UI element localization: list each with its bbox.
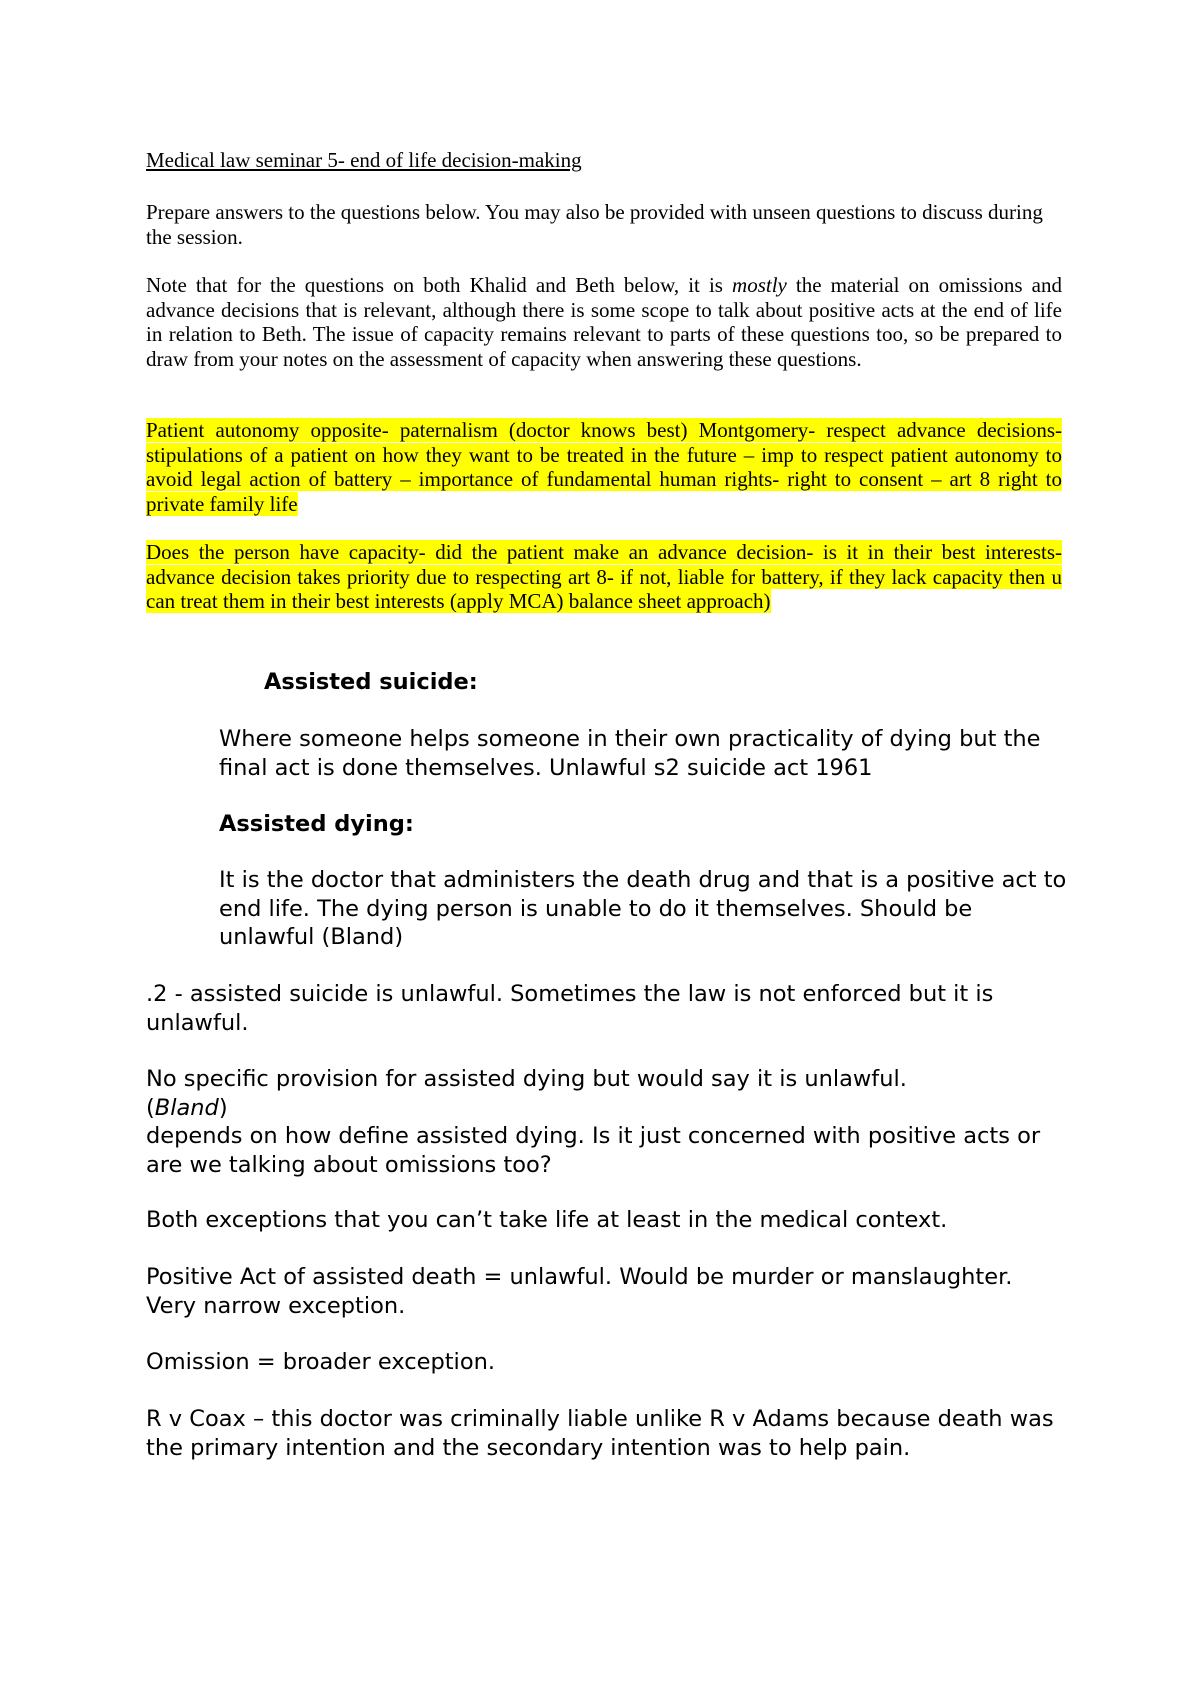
- highlighted-text: Does the person have capacity- did the patient make an advance decision- is it in their best interests- advance decision takes priority due to respecting art 8- if not, liable for battery, if they lack capacity then u can treat them in their best interests (apply MCA) balance sheet approach): [146, 540, 1062, 613]
- paragraph-assisted-suicide-unlawful: .2 - assisted suicide is unlawful. Sometimes the law is not enforced but it is unlawful.: [146, 981, 994, 1036]
- highlight-paragraph-capacity: [146, 540, 1062, 614]
- document-title: Medical law seminar 5- end of life decision-making: [146, 148, 582, 172]
- case-close-paren: ): [218, 1094, 228, 1121]
- heading-assisted-suicide: Assisted suicide:: [264, 669, 478, 695]
- paragraph-omission: Omission = broader exception.: [146, 1349, 495, 1375]
- heading-assisted-dying: Assisted dying:: [219, 811, 414, 837]
- highlighted-text: Patient autonomy opposite- paternalism (doctor knows best) Montgomery- respect advance decisions- stipulations of a patient on how they want to be treated in the future – imp to respect patient autonomy to avoid legal action of battery – importance of fundamental human rights- right to consent – art 8 right to private family life: [146, 418, 1062, 516]
- highlight-paragraph-autonomy: [146, 418, 1062, 516]
- no-specific-line: No specific provision for assisted dying but would say it is unlawful.: [146, 1066, 907, 1092]
- paragraph-both-exceptions: Both exceptions that you can’t take life at least in the medical context.: [146, 1207, 948, 1233]
- intro-paragraph: Prepare answers to the questions below. You may also be provided with unseen questions to discuss during the session.: [146, 200, 1043, 249]
- paragraph-positive-act: Positive Act of assisted death = unlawful. Would be murder or manslaughter. Very narrow exception.: [146, 1264, 1013, 1319]
- case-name-bland: Bland: [154, 1094, 219, 1121]
- definition-question: depends on how define assisted dying. Is it just concerned with positive acts or are we talking about omissions too?: [146, 1123, 1041, 1178]
- assisted-suicide-definition: Where someone helps someone in their own practicality of dying but the final act is done themselves. Unlawful s2 suicide act 1961: [219, 726, 1041, 781]
- note-paragraph: [146, 273, 1062, 371]
- note-text-after: the material on omissions and advance decisions that is relevant, although there is some scope to talk about positive acts at the end of life in relation to Beth. The issue of capacity remains relevant to parts of these questions too, so be prepared to draw from your notes on the assessment of capacity when answering these questions.: [146, 273, 1062, 371]
- note-text-before: Note that for the questions on both Khalid and Beth below, it is: [146, 273, 733, 297]
- assisted-dying-definition: It is the doctor that administers the death drug and that is a positive act to end life. The dying person is unable to do it themselves. Should be unlawful (Bland): [219, 867, 1067, 950]
- note-emphasis: mostly: [732, 273, 787, 297]
- case-open-paren: (: [146, 1094, 155, 1121]
- paragraph-r-v-coax: R v Coax – this doctor was criminally liable unlike R v Adams because death was the primary intention and the secondary intention was to help pain.: [146, 1406, 1054, 1461]
- paragraph-no-specific-provision: [146, 1065, 1062, 1179]
